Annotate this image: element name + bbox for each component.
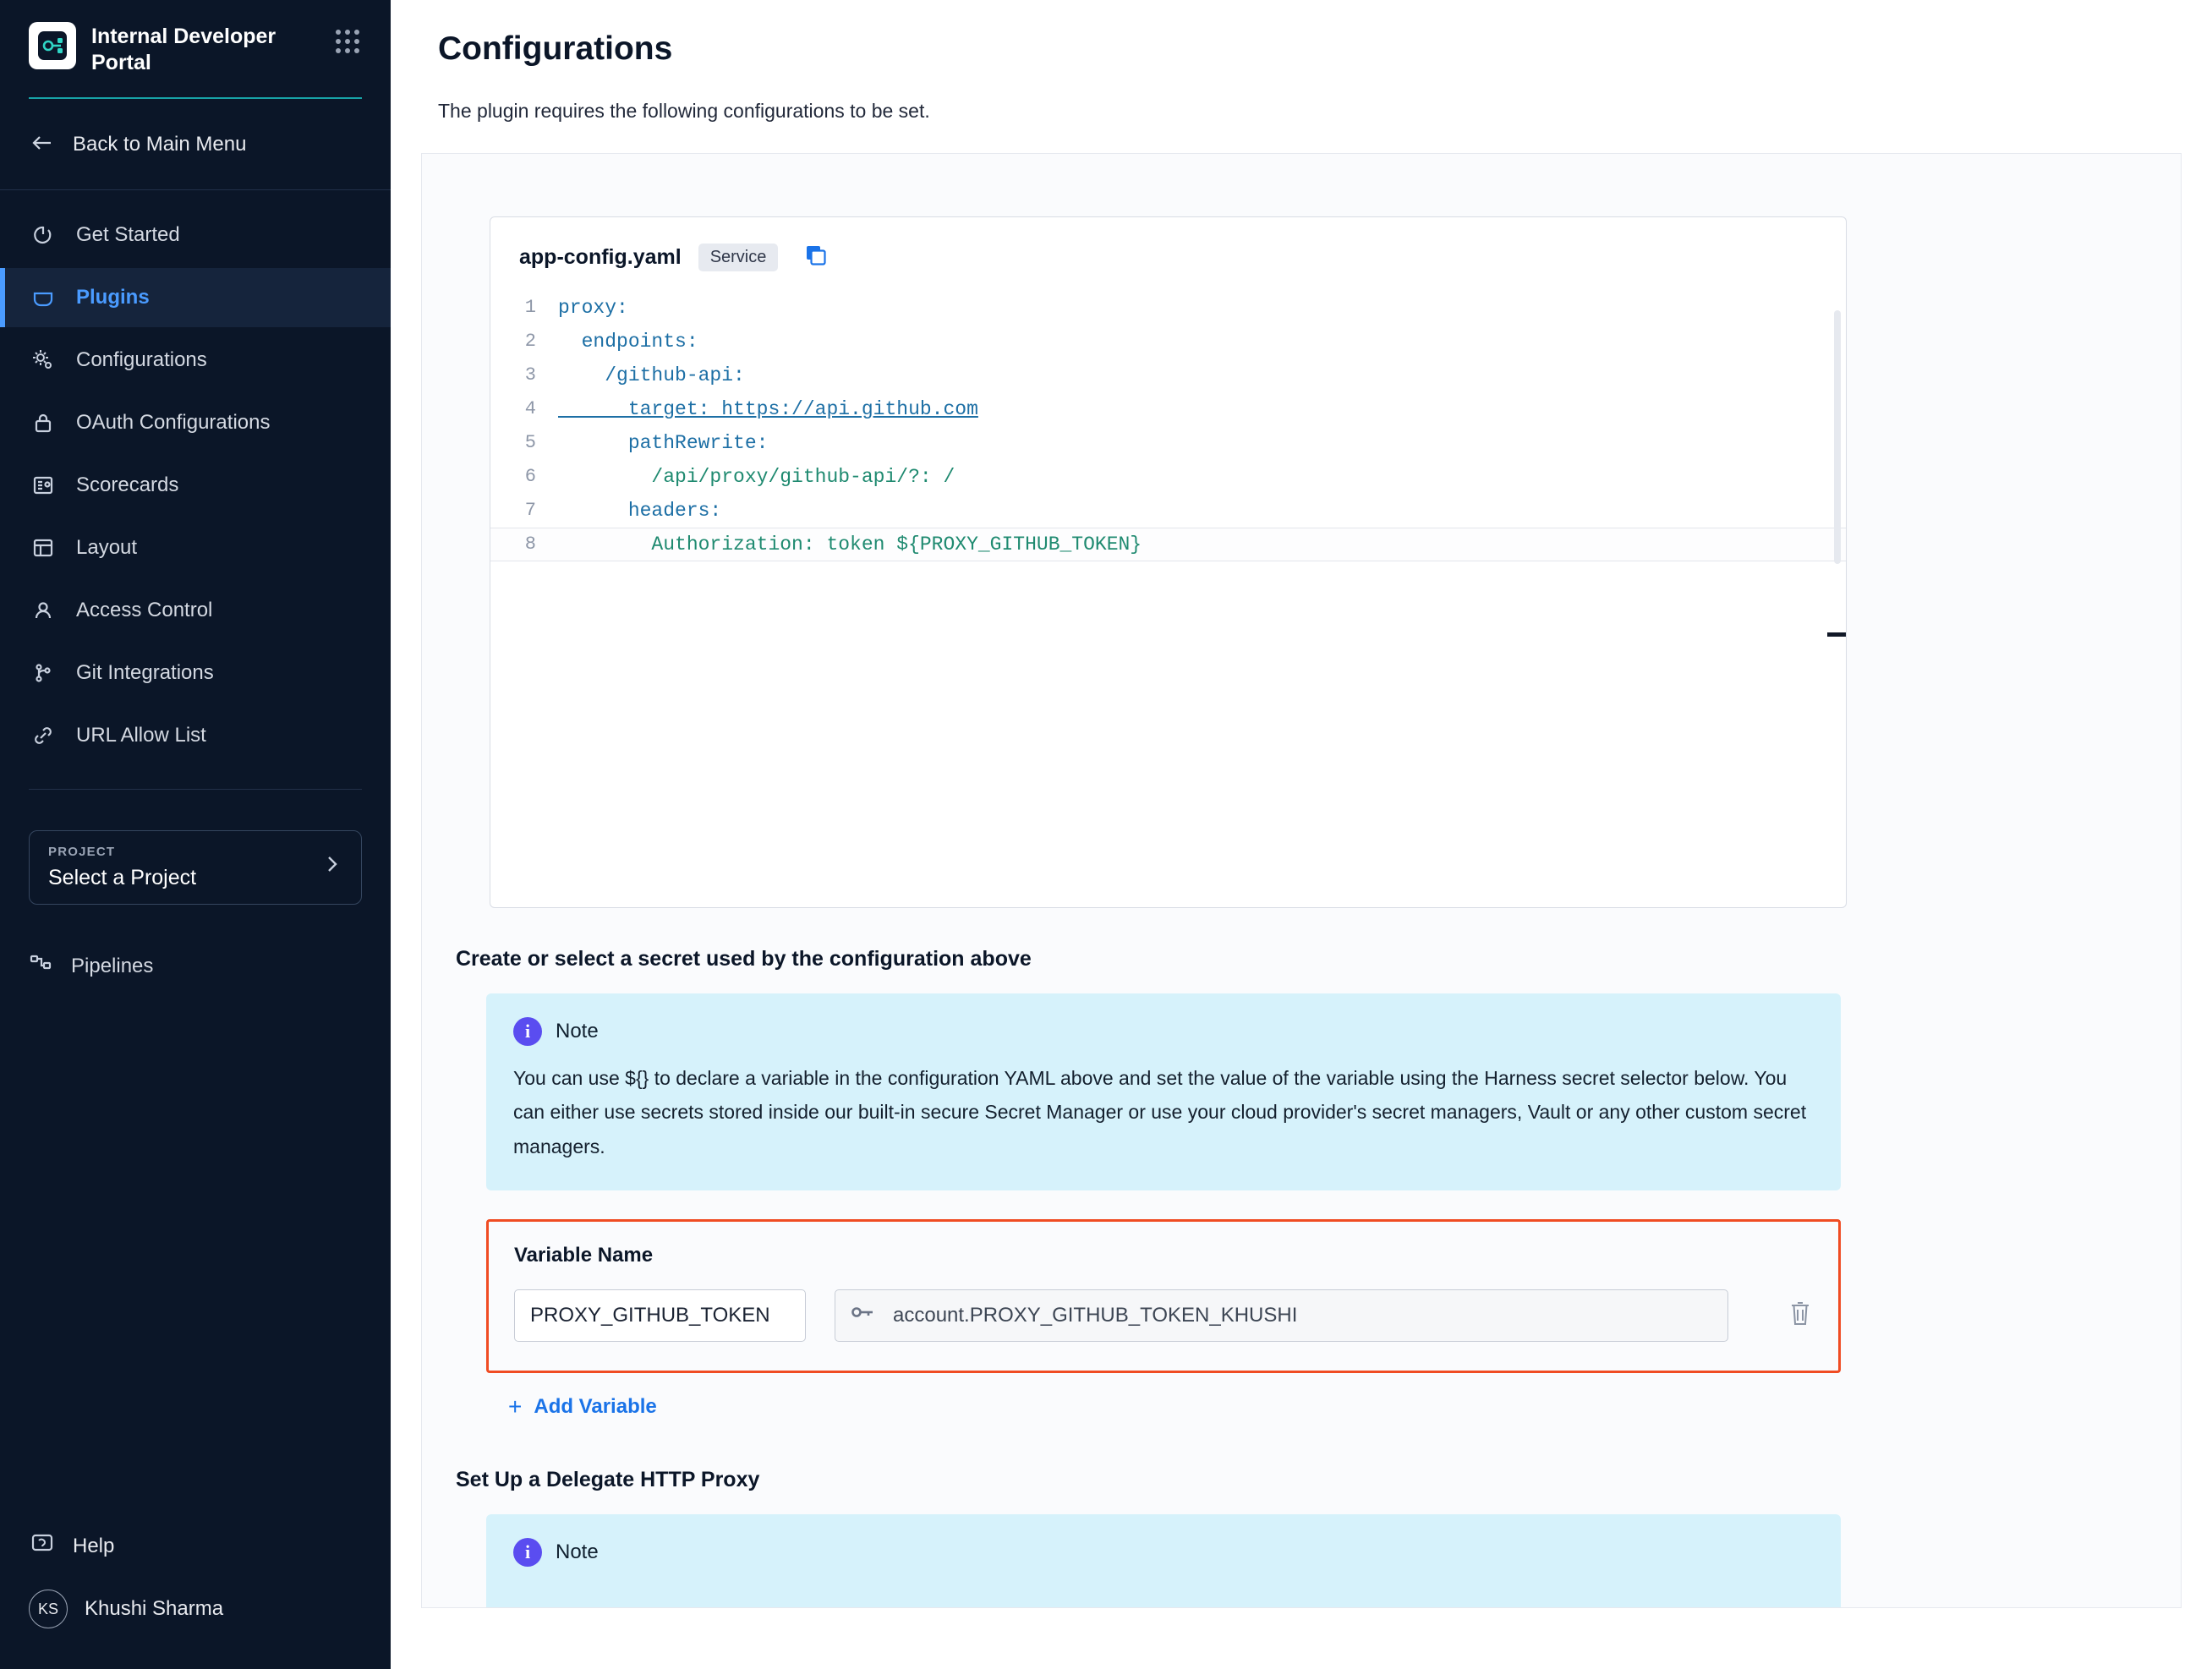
sidebar-item-plugins[interactable] (0, 268, 391, 327)
sidebar-item-label: Configurations (76, 347, 207, 371)
line-number: 4 (524, 398, 536, 419)
sidebar-item-label: URL Allow List (76, 723, 206, 747)
plug-icon (29, 283, 57, 312)
gears-icon (29, 346, 57, 375)
sidebar-item-label: Pipelines (71, 954, 154, 977)
yaml-scope-badge: Service (698, 244, 779, 271)
project-caption: PROJECT (48, 844, 116, 859)
sidebar-item-label: Git Integrations (76, 660, 214, 684)
line-number: 7 (524, 500, 536, 521)
sidebar-item-git-integrations[interactable] (0, 643, 391, 703)
editor-caret (1827, 632, 1846, 637)
page-subtitle: The plugin requires the following configurations to be set. (438, 100, 930, 122)
proxy-section-title: Set Up a Delegate HTTP Proxy (456, 1467, 760, 1491)
proxy-note (486, 1514, 1841, 1607)
secret-note (486, 993, 1841, 1190)
sidebar-item-label: Plugins (76, 285, 150, 309)
sidebar-item-label: OAuth Configurations (76, 410, 271, 434)
sidebar-item-access-control[interactable] (0, 581, 391, 640)
line-number: 2 (524, 331, 536, 352)
trash-icon[interactable] (1788, 1299, 1813, 1332)
sidebar-item-configurations[interactable] (0, 331, 391, 390)
line-number: 1 (524, 297, 536, 318)
user-account[interactable] (29, 1578, 362, 1640)
code-line (490, 291, 1846, 325)
yaml-code[interactable] (490, 291, 1846, 561)
code-line (490, 494, 1846, 528)
secret-selector-input[interactable] (835, 1289, 1728, 1342)
app-grid-icon[interactable] (333, 27, 362, 56)
user-name: Khushi Sharma (85, 1597, 224, 1620)
code-line (490, 358, 1846, 392)
variable-name-group (486, 1219, 1841, 1373)
line-text: Authorization: token ${PROXY_GITHUB_TOKEN} (558, 534, 1142, 555)
secret-selector-value: account.PROXY_GITHUB_TOKEN_KHUSHI (893, 1303, 1298, 1327)
back-to-main-menu-button[interactable] (0, 99, 391, 190)
page-title: Configurations (438, 30, 673, 67)
add-variable-button[interactable] (508, 1393, 657, 1420)
link-icon (29, 721, 57, 750)
sidebar-header (0, 0, 391, 99)
key-icon (851, 1303, 876, 1327)
note-label: Note (556, 1540, 599, 1563)
sidebar-item-label: Layout (76, 535, 138, 559)
brand-title: Internal Developer Portal (91, 25, 276, 75)
sidebar-item-label: Access Control (76, 598, 213, 621)
line-text: /api/proxy/github-api/?: / (558, 466, 955, 488)
add-variable-label: Add Variable (534, 1394, 657, 1418)
idp-logo-icon (29, 22, 76, 69)
sidebar-item-pipelines[interactable] (0, 937, 391, 996)
sidebar-item-label: Scorecards (76, 473, 179, 496)
note-body: You can use ${} to declare a variable in the configuration YAML above and set the value of the variable using the Harness secret selector below. You can either use secrets stored inside our built-in secure Secret Manager or use your cloud provider's secret managers, Vault or any other custom secret managers. (513, 1067, 1807, 1157)
copy-icon[interactable] (803, 243, 829, 272)
back-to-main-menu-label: Back to Main Menu (73, 133, 247, 156)
chevron-right-icon (320, 853, 342, 881)
sidebar-item-layout[interactable] (0, 518, 391, 577)
code-line (490, 325, 1846, 358)
variable-name-input[interactable] (514, 1289, 806, 1342)
sidebar-item-oauth-configurations[interactable] (0, 393, 391, 452)
line-number: 5 (524, 432, 536, 453)
lock-icon (29, 408, 57, 437)
line-number: 6 (524, 466, 536, 487)
help-label: Help (73, 1535, 115, 1557)
help-button[interactable] (29, 1515, 362, 1578)
user-icon (29, 596, 57, 625)
brand-row (29, 22, 362, 99)
line-text: pathRewrite: (558, 432, 769, 454)
sidebar-footer (0, 1515, 391, 1669)
avatar: KS (29, 1590, 68, 1628)
line-number: 3 (524, 364, 536, 386)
sidebar (0, 0, 391, 1669)
code-line (490, 426, 1846, 460)
yaml-editor-card (490, 216, 1847, 908)
scorecard-icon (29, 471, 57, 500)
line-text: headers: (558, 500, 722, 522)
info-icon: i (513, 1017, 542, 1046)
help-icon (29, 1530, 56, 1563)
variable-name-label: Variable Name (514, 1243, 654, 1267)
note-header (513, 1017, 1814, 1046)
variable-name-value: PROXY_GITHUB_TOKEN (530, 1303, 770, 1327)
variable-row (514, 1289, 1813, 1342)
code-line (490, 460, 1846, 494)
pipeline-icon (29, 951, 52, 981)
arrow-left-icon (29, 129, 56, 161)
project-selector[interactable] (29, 830, 362, 905)
line-text: target: https://api.github.com (558, 398, 978, 420)
code-line (490, 392, 1846, 426)
line-text: proxy: (558, 297, 628, 319)
main-content (391, 0, 2212, 1669)
sidebar-item-scorecards[interactable] (0, 456, 391, 515)
project-value: Select a Project (48, 865, 197, 889)
content-panel (421, 153, 2182, 1608)
note-label: Note (556, 1020, 599, 1042)
line-text: endpoints: (558, 331, 698, 353)
yaml-header (490, 217, 1846, 291)
code-line-active (490, 528, 1846, 561)
line-text: /github-api: (558, 364, 745, 386)
sidebar-item-get-started[interactable] (0, 205, 391, 265)
sidebar-divider (29, 789, 362, 790)
note-header (513, 1538, 1814, 1567)
sidebar-item-label: Get Started (76, 222, 180, 246)
sidebar-nav (0, 190, 391, 996)
plus-icon: + (508, 1393, 523, 1420)
page-header (391, 0, 2212, 123)
line-number: 8 (524, 534, 536, 555)
yaml-filename: app-config.yaml (519, 245, 682, 269)
yaml-scrollbar[interactable] (1834, 310, 1841, 564)
info-icon: i (513, 1538, 542, 1567)
git-branch-icon (29, 659, 57, 687)
sidebar-item-url-allow-list[interactable] (0, 706, 391, 765)
power-icon (29, 221, 57, 249)
layout-icon (29, 534, 57, 562)
secret-section-title: Create or select a secret used by the configuration above (456, 947, 1032, 971)
